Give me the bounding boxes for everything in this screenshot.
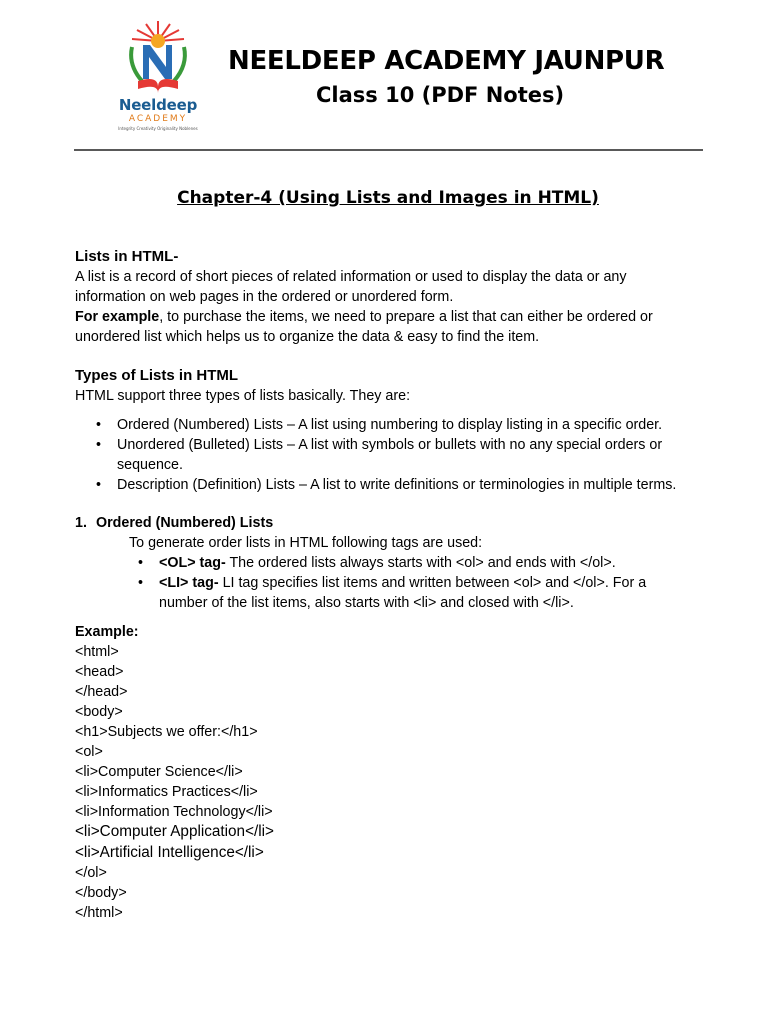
logo-name: Neeldeep bbox=[118, 96, 198, 114]
heading-text: Ordered (Numbered) Lists bbox=[96, 515, 274, 531]
logo-tagline: Integrity Creativity Originality Noblenes bbox=[118, 126, 198, 131]
chapter-title: Chapter-4 (Using Lists and Images in HTML) bbox=[177, 188, 599, 208]
code-line: </body> bbox=[75, 885, 127, 901]
code-line: <li>Informatics Practices</li> bbox=[75, 784, 258, 800]
code-example bbox=[75, 642, 695, 923]
tag-name: <OL> tag- bbox=[159, 555, 226, 571]
ordered-tags-list bbox=[75, 553, 695, 613]
page-content bbox=[75, 247, 695, 923]
list-item bbox=[159, 553, 695, 573]
list-item: • Ordered (Numbered) Lists – A list using numbering to display listing in a specific order. bbox=[117, 415, 695, 435]
code-line: <html> bbox=[75, 644, 119, 660]
list-item: • Description (Definition) Lists – A list to write definitions or terminologies in multiple terms. bbox=[117, 475, 695, 495]
code-line: <li>Computer Science</li> bbox=[75, 764, 243, 780]
academy-logo bbox=[102, 17, 214, 129]
list-item bbox=[159, 573, 695, 613]
section-heading-types: Types of Lists in HTML bbox=[75, 367, 239, 384]
example-bold-label: For example bbox=[75, 309, 160, 325]
lists-definition: A list is a record of short pieces of related information or used to display the data or any information on web pages in the ordered or unordered form. bbox=[75, 269, 627, 305]
example-label: Example: bbox=[75, 624, 139, 640]
section-heading-lists: Lists in HTML- bbox=[75, 248, 179, 265]
code-line: <body> bbox=[75, 704, 123, 720]
code-line: </head> bbox=[75, 684, 128, 700]
code-line: <li>Artificial Intelligence</li> bbox=[75, 843, 264, 861]
ordered-intro: To generate order lists in HTML following tags are used: bbox=[129, 535, 483, 551]
code-line: </ol> bbox=[75, 865, 107, 881]
code-line: <li>Information Technology</li> bbox=[75, 804, 273, 820]
header-divider bbox=[74, 149, 703, 151]
types-list bbox=[75, 415, 695, 495]
code-line: <head> bbox=[75, 664, 124, 680]
types-intro: HTML support three types of lists basically. They are: bbox=[75, 388, 411, 404]
lists-example-paragraph bbox=[75, 307, 695, 347]
code-line: <h1>Subjects we offer:</h1> bbox=[75, 724, 258, 740]
example-text: , to purchase the items, we need to prepare a list that can either be ordered or unordered list which helps us to organize the data & easy to find the item. bbox=[75, 309, 653, 345]
heading-number: 1. bbox=[75, 515, 87, 531]
academy-name: NEELDEEP ACADEMY JAUNPUR bbox=[228, 46, 665, 76]
tag-name: <LI> tag- bbox=[159, 575, 219, 591]
code-line: <ol> bbox=[75, 744, 103, 760]
ordered-lists-heading bbox=[75, 513, 695, 533]
code-line: </html> bbox=[75, 905, 123, 921]
document-subtitle: Class 10 (PDF Notes) bbox=[316, 83, 565, 107]
logo-emblem-icon bbox=[102, 17, 214, 97]
tag-description: LI tag specifies list items and written between <ol> and </ol>. For a number of the list items, also starts with <li> and closed with </li>. bbox=[159, 575, 647, 611]
list-item: • Unordered (Bulleted) Lists – A list with symbols or bullets with no any special orders or sequence. bbox=[117, 435, 695, 475]
code-line: <li>Computer Application</li> bbox=[75, 823, 274, 840]
tag-description: The ordered lists always starts with <ol> and ends with </ol>. bbox=[225, 555, 616, 571]
logo-subtitle: ACADEMY bbox=[128, 114, 188, 124]
